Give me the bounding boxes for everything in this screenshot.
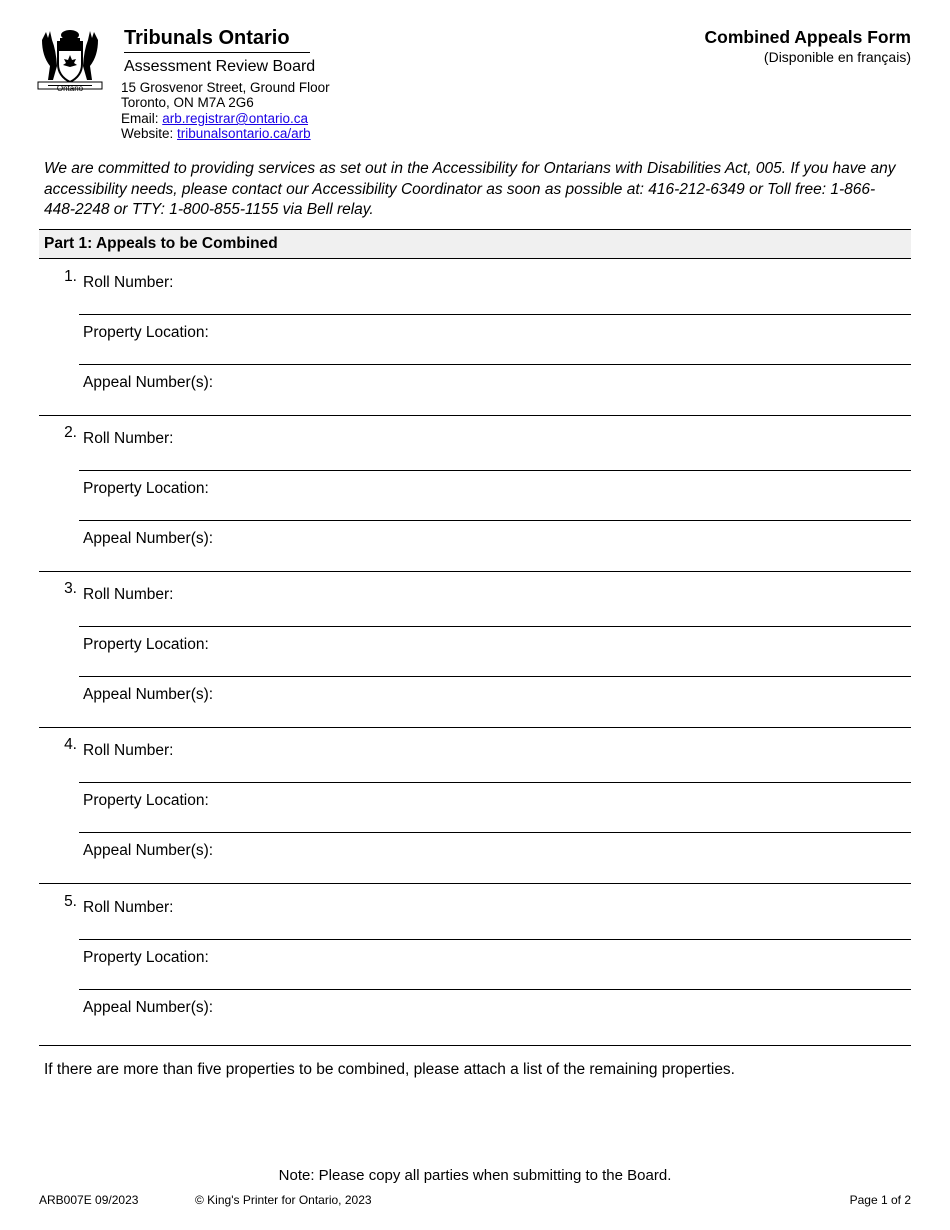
copyright: © King's Printer for Ontario, 2023: [195, 1193, 372, 1207]
entry-number: 4.: [64, 736, 77, 753]
property-location-field[interactable]: [79, 627, 911, 677]
property-location-label: Property Location:: [83, 792, 209, 809]
website-link[interactable]: tribunalsontario.ca/arb: [177, 126, 311, 141]
address-line-2: Toronto, ON M7A 2G6: [121, 95, 254, 110]
property-location-field[interactable]: [79, 315, 911, 365]
address-line-1: 15 Grosvenor Street, Ground Floor: [121, 80, 330, 95]
appeal-numbers-field[interactable]: [79, 521, 911, 571]
appeal-numbers-field[interactable]: [79, 677, 911, 727]
appeal-group: [39, 571, 911, 728]
property-location-field[interactable]: [79, 471, 911, 521]
roll-number-label: Roll Number:: [83, 899, 174, 916]
form-subtitle: (Disponible en français): [763, 49, 911, 65]
appeal-numbers-label: Appeal Number(s):: [83, 530, 214, 547]
appeal-numbers-field[interactable]: [79, 990, 911, 1040]
property-location-field[interactable]: [79, 783, 911, 833]
email-link[interactable]: arb.registrar@ontario.ca: [162, 111, 309, 126]
website-line: [121, 126, 311, 141]
email-line: [121, 111, 308, 126]
org-name: Tribunals Ontario: [124, 27, 290, 49]
appeal-numbers-field[interactable]: [79, 833, 911, 883]
email-label: Email:: [121, 111, 163, 126]
logo-caption: Ontario: [56, 84, 84, 93]
appeal-numbers-label: Appeal Number(s):: [83, 842, 214, 859]
entry-number: 2.: [64, 424, 77, 441]
property-location-field[interactable]: [79, 940, 911, 990]
submission-note: Note: Please copy all parties when submitting to the Board.: [278, 1167, 672, 1184]
page-number: Page 1 of 2: [849, 1193, 911, 1207]
website-label: Website:: [121, 126, 178, 141]
org-divider: [124, 52, 310, 53]
roll-number-label: Roll Number:: [83, 742, 174, 759]
entry-number: 1.: [64, 268, 77, 285]
form-title: Combined Appeals Form: [704, 27, 911, 47]
more-properties-note: If there are more than five properties to be combined, please attach a list of the remaining properties.: [44, 1061, 735, 1078]
part1-header: Part 1: Appeals to be Combined: [39, 229, 911, 259]
accessibility-notice: We are committed to providing services as set out in the Accessibility for Ontarians with Disabilities Act, 005. If you have any accessibility needs, please contact our Accessibility Coordinator as soon as possible at: 416-212-6349 or Toll free: 1-866-448-2248 or TTY: 1-800-855-1155 via Bell relay.: [44, 160, 896, 218]
appeal-numbers-label: Appeal Number(s):: [83, 686, 214, 703]
property-location-label: Property Location:: [83, 480, 209, 497]
roll-number-field[interactable]: [79, 890, 911, 940]
board-name: Assessment Review Board: [124, 58, 316, 75]
appeal-group: [39, 884, 911, 1046]
property-location-label: Property Location:: [83, 324, 209, 341]
roll-number-field[interactable]: [79, 265, 911, 315]
appeal-group: [39, 259, 911, 416]
property-location-label: Property Location:: [83, 949, 209, 966]
entry-number: 5.: [64, 893, 77, 910]
form-code: ARB007E 09/2023: [39, 1193, 139, 1207]
appeal-numbers-label: Appeal Number(s):: [83, 374, 214, 391]
roll-number-field[interactable]: [79, 733, 911, 783]
roll-number-field[interactable]: [79, 577, 911, 627]
appeal-numbers-label: Appeal Number(s):: [83, 999, 214, 1016]
appeal-group: [39, 415, 911, 572]
roll-number-label: Roll Number:: [83, 430, 174, 447]
entry-number: 3.: [64, 580, 77, 597]
roll-number-field[interactable]: [79, 421, 911, 471]
roll-number-label: Roll Number:: [83, 274, 174, 291]
roll-number-label: Roll Number:: [83, 586, 174, 603]
appeal-group: [39, 727, 911, 884]
appeal-numbers-field[interactable]: [79, 365, 911, 415]
property-location-label: Property Location:: [83, 636, 209, 653]
